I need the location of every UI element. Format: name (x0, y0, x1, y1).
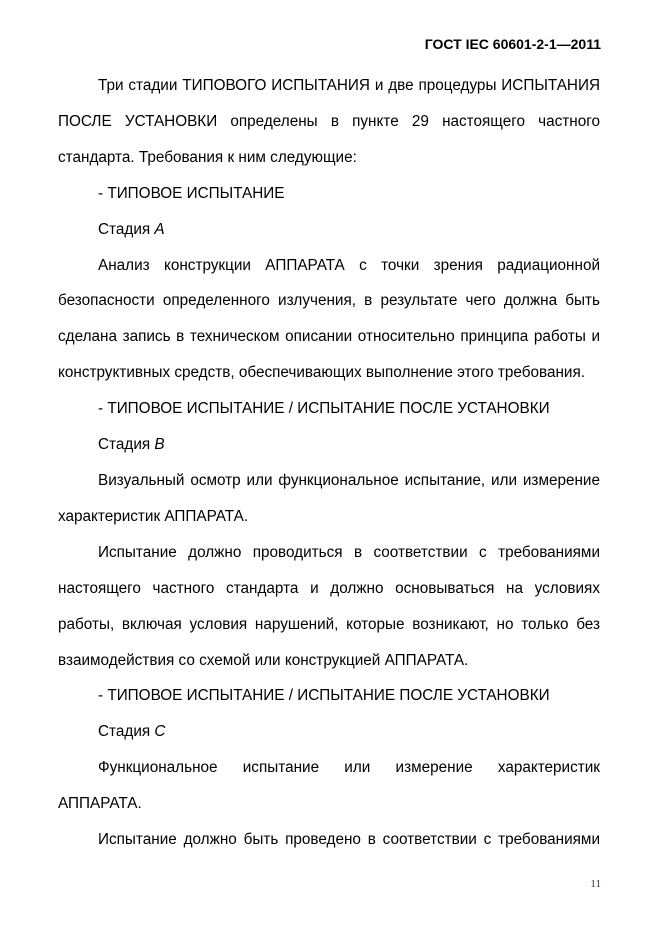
page-number: 11 (590, 878, 601, 890)
stage-c-label (58, 714, 600, 750)
document-body (58, 68, 600, 858)
section-heading-type-and-installation-test: - ТИПОВОЕ ИСПЫТАНИЕ / ИСПЫТАНИЕ ПОСЛЕ УСТАНОВКИ (98, 400, 550, 418)
stage-b-paragraph: Визуальный осмотр или функциональное испытание, или измерение характеристик АППАРАТА. (58, 471, 600, 525)
section-heading-type-test: - ТИПОВОЕ ИСПЫТАНИЕ (98, 184, 285, 202)
stage-a-label (58, 212, 600, 248)
section-heading-type-and-installation-test: - ТИПОВОЕ ИСПЫТАНИЕ / ИСПЫТАНИЕ ПОСЛЕ УСТАНОВКИ (98, 687, 550, 705)
stage-letter: C (154, 723, 166, 741)
stage-letter: B (154, 436, 165, 454)
intro-paragraph: Три стадии ТИПОВОГО ИСПЫТАНИЯ и две процедуры ИСПЫТАНИЯ ПОСЛЕ УСТАНОВКИ определены в пункте 29 настоящего частного стандарта. Требования к ним следующие: (58, 77, 600, 166)
stage-c-paragraph: Функциональное испытание или измерение характеристик АППАРАТА. (58, 759, 600, 813)
stage-b-label (58, 427, 600, 463)
stage-label-prefix: Стадия (98, 723, 155, 741)
stage-c-test-paragraph: Испытание должно быть проведено в соответствии с требованиями (98, 831, 600, 849)
stage-label-prefix: Стадия (98, 220, 155, 238)
stage-a-paragraph: Анализ конструкции АППАРАТА с точки зрения радиационной безопасности определенного излучения, в результате чего должна быть сделана запись в техническом описании относительно принципа работы и конструктивных средств, обеспечивающих выполнение этого требования. (58, 256, 600, 382)
stage-b-test-paragraph: Испытание должно проводиться в соответствии с требованиями настоящего частного стандарта и должно основываться на условиях работы, включая условия нарушений, которые возникают, но только без взаимодействия со схемой или конструкцией АППАРАТА. (58, 543, 600, 669)
stage-label-prefix: Стадия (98, 436, 155, 454)
document-code-header: ГОСТ IEC 60601-2-1—2011 (424, 36, 601, 52)
stage-letter: A (154, 220, 165, 238)
